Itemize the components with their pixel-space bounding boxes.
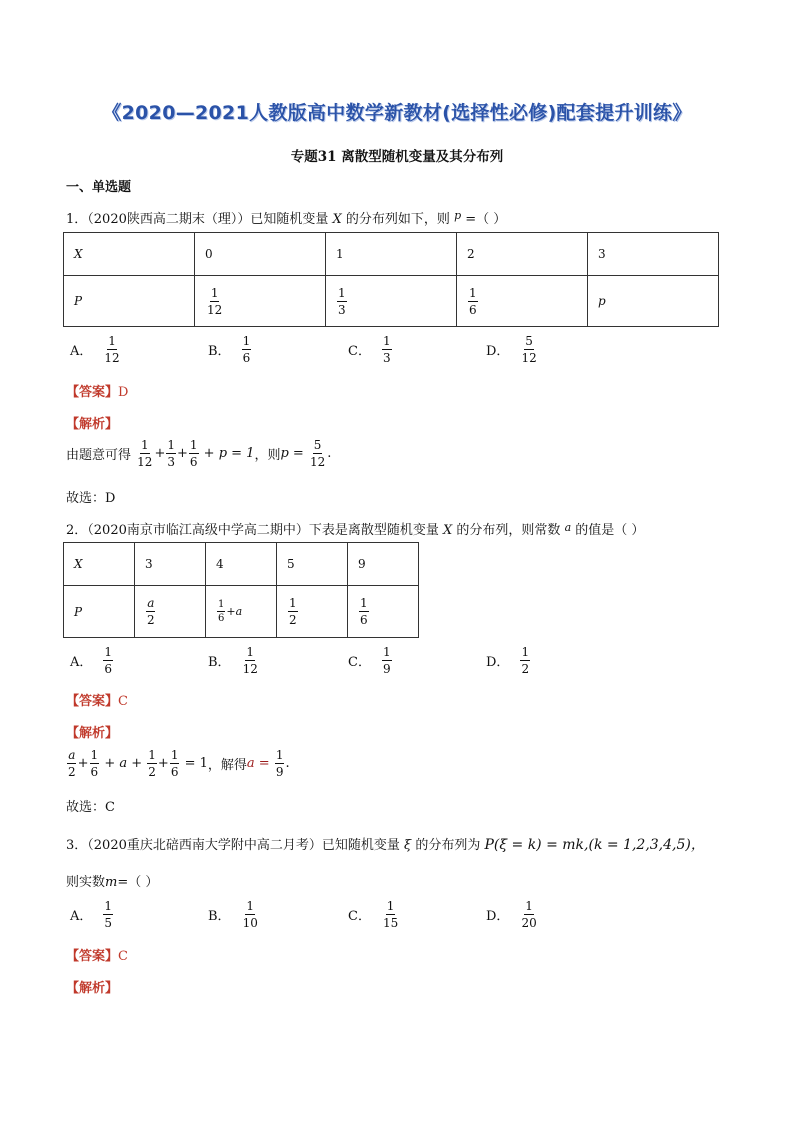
q2-analysis-tag: 【解析】 (66, 726, 119, 741)
frac-num: 1 (275, 748, 284, 762)
solution-text: 由题意可得 (66, 448, 132, 463)
frac-den: 3 (382, 351, 391, 365)
q1-cell-p1 (326, 276, 457, 327)
frac-den: 9 (275, 765, 284, 779)
frac-den: 12 (137, 455, 153, 469)
frac-num: 1 (289, 596, 297, 610)
q1-stem-text: 1．（2020陕西高二期末（理））已知随机变量 (66, 212, 329, 227)
plus-a: +a (226, 605, 243, 618)
q1-analysis-tag: 【解析】 (66, 417, 119, 432)
frac-den: 6 (360, 613, 368, 627)
q2-choose: 故选：C (66, 800, 115, 815)
q1-stem-var: X (332, 212, 342, 227)
q3-stem-formula: P(ξ = k) = mk,(k = 1,2,3,4,5)， (484, 837, 705, 853)
q3-stem-text: 3．（2020重庆北碚西南大学附中高二月考）已知随机变量 (66, 838, 400, 853)
frac-den: 2 (521, 662, 530, 676)
q1-distribution-table (63, 232, 719, 327)
frac-num: 1 (170, 748, 179, 762)
frac-num: a (147, 596, 155, 610)
frac-num: 1 (210, 285, 219, 300)
q2-cell-x3: 9 (348, 543, 419, 586)
q1-cell-x1: 1 (326, 233, 457, 276)
q3-stem-m: m (105, 875, 118, 890)
frac-num: 1 (360, 596, 368, 610)
solution-lhs: p = (280, 446, 304, 461)
q2-option-b[interactable] (208, 645, 260, 676)
option-label: A． (70, 344, 93, 359)
frac-den: 3 (167, 455, 175, 469)
frac-den: 6 (218, 613, 225, 624)
frac-den: 9 (382, 662, 391, 676)
q1-cell-p0 (195, 276, 326, 327)
answer-tag: 【答案】 (66, 949, 119, 964)
frac-num: 1 (246, 899, 255, 913)
option-label: A． (70, 909, 93, 924)
q1-cell-x3: 3 (588, 233, 719, 276)
solution-end: . (285, 756, 290, 771)
q3-option-a[interactable] (70, 899, 114, 930)
frac-num: 1 (469, 285, 477, 300)
q2-cell-p0 (135, 586, 206, 638)
q2-option-c[interactable] (348, 645, 393, 676)
option-label: D． (486, 344, 510, 359)
frac-num: 5 (525, 334, 533, 348)
q2-cell-p3 (348, 586, 419, 638)
q2-cell-p2 (277, 586, 348, 638)
solution-text-2: ，则 (254, 448, 281, 463)
q1-stem (66, 208, 506, 227)
q1-stem-text-2: 的分布列如下，则 (345, 212, 450, 227)
q1-choose: 故选：D (66, 491, 116, 506)
frac-den: 12 (104, 351, 120, 365)
q2-stem-text-2: 的分布列，则常数 (456, 523, 561, 538)
answer-value: C (118, 694, 128, 709)
page-title: 《2020—2021人教版高中数学新教材(选择性必修)配套提升训练》 (102, 102, 692, 124)
q1-stem-p: p (454, 209, 462, 222)
frac-num: 5 (313, 438, 322, 452)
frac-num: 1 (525, 899, 533, 913)
frac-den: 12 (309, 455, 326, 469)
q3-option-b[interactable] (208, 899, 260, 930)
solution-end: . (327, 446, 332, 461)
answer-value: D (118, 385, 129, 400)
frac-num: 1 (338, 285, 346, 300)
frac-num: 1 (90, 748, 99, 762)
q1-stem-text-3: =（ ） (465, 212, 507, 227)
q2-cell-p-label: P (64, 586, 135, 638)
q3-stem (66, 834, 705, 854)
q1-cell-x0: 0 (195, 233, 326, 276)
q1-cell-p-label: P (64, 276, 195, 327)
q2-cell-x0: 3 (135, 543, 206, 586)
frac-num: 1 (218, 599, 225, 610)
frac-den: 6 (242, 351, 251, 365)
frac-num: 1 (140, 438, 149, 452)
frac-num: 1 (148, 748, 156, 762)
frac-den: 2 (68, 765, 76, 779)
topic-subtitle: 专题31 离散型随机变量及其分布列 (290, 149, 504, 165)
q2-distribution-table (63, 542, 419, 638)
frac-num: 1 (382, 645, 391, 659)
option-label: D． (486, 655, 510, 670)
q1-option-d[interactable] (486, 334, 539, 365)
frac-num: 1 (104, 899, 113, 913)
frac-num: a (68, 748, 76, 762)
frac-den: 12 (207, 302, 223, 317)
q3-option-c[interactable] (348, 899, 400, 930)
option-label: B． (208, 655, 231, 670)
frac-den: 6 (90, 765, 99, 779)
q3-analysis-tag: 【解析】 (66, 981, 119, 996)
option-label: D． (486, 909, 510, 924)
answer-value: C (118, 949, 128, 964)
option-label: A． (70, 655, 93, 670)
q3-answer (66, 945, 128, 964)
frac-den: 5 (104, 916, 113, 930)
q1-option-a[interactable] (70, 334, 122, 365)
frac-num: 1 (104, 645, 113, 659)
frac-den: 6 (170, 765, 179, 779)
frac-num: 1 (108, 334, 116, 348)
answer-tag: 【答案】 (66, 385, 119, 400)
frac-den: 2 (289, 613, 297, 627)
solution-plus-a: + a + (104, 756, 143, 771)
frac-den: 15 (382, 916, 399, 930)
q1-option-b[interactable] (208, 334, 252, 365)
frac-den: 2 (148, 765, 156, 779)
q1-cell-x-label: X (64, 233, 195, 276)
q2-stem-a: a (564, 521, 572, 534)
q1-cell-p3: p (588, 276, 719, 327)
frac-num: 1 (382, 334, 391, 348)
frac-den: 6 (189, 455, 198, 469)
q2-solution: $\frac{a}{2}$ + $\frac{1}{6}$ + a + $\frac{1}{2}$ + $\frac{1}{6}$ = 1，解得a = $\frac{1}{9}$ . (68, 748, 290, 779)
solution-lhs: a = (246, 756, 270, 771)
frac-den: 6 (469, 302, 477, 317)
q2-option-d[interactable] (486, 645, 531, 676)
option-label: B． (208, 344, 231, 359)
q1-answer (66, 381, 128, 400)
option-label: C． (348, 344, 371, 359)
q3-option-d[interactable] (486, 899, 539, 930)
frac-num: 1 (189, 438, 198, 452)
frac-num: 1 (242, 334, 251, 348)
option-label: C． (348, 655, 371, 670)
q1-cell-p2 (457, 276, 588, 327)
frac-num: 1 (386, 899, 395, 913)
q2-answer (66, 690, 128, 709)
q3-stem-var: ξ (404, 838, 412, 853)
q2-cell-x2: 5 (277, 543, 348, 586)
solution-text: ，解得 (207, 758, 247, 773)
section-heading: 一、单选题 (66, 180, 132, 195)
solution-eq: + p = 1 (203, 446, 255, 461)
q2-option-a[interactable] (70, 645, 114, 676)
q2-cell-x1: 4 (206, 543, 277, 586)
option-label: C． (348, 909, 371, 924)
q3-stem-line-2 (66, 871, 158, 890)
q3-stem-text-3: 则实数 (66, 875, 106, 890)
option-label: B． (208, 909, 231, 924)
q2-cell-p1 (206, 586, 277, 638)
frac-den: 2 (147, 613, 155, 627)
frac-num: 1 (246, 645, 255, 659)
q1-cell-x2: 2 (457, 233, 588, 276)
frac-den: 3 (338, 302, 346, 317)
q3-stem-text-4: =（ ） (117, 875, 159, 890)
q2-cell-x-label: X (64, 543, 135, 586)
frac-num: 1 (167, 438, 175, 452)
q3-stem-text-2: 的分布列为 (415, 838, 481, 853)
frac-num: 1 (521, 645, 530, 659)
q1-option-c[interactable] (348, 334, 393, 365)
frac-den: 12 (242, 662, 258, 676)
solution-eq: = 1 (184, 756, 208, 771)
q2-stem-text-3: 的值是（ ） (575, 523, 645, 538)
frac-den: 6 (104, 662, 113, 676)
answer-tag: 【答案】 (66, 694, 119, 709)
frac-den: 20 (521, 916, 537, 930)
q2-stem-text: 2．（2020南京市临江高级中学高二期中）下表是离散型随机变量 (66, 523, 439, 538)
q2-stem-var: X (443, 523, 453, 538)
frac-den: 10 (242, 916, 258, 930)
q2-stem (66, 519, 644, 538)
frac-den: 12 (521, 351, 537, 365)
q1-solution: 由题意可得 $\frac{1}{12}$ + $\frac{1}{3}$ + $\frac{1}{6}$ + p = 1，则p = $\frac{5}{12}$ . (66, 438, 332, 469)
